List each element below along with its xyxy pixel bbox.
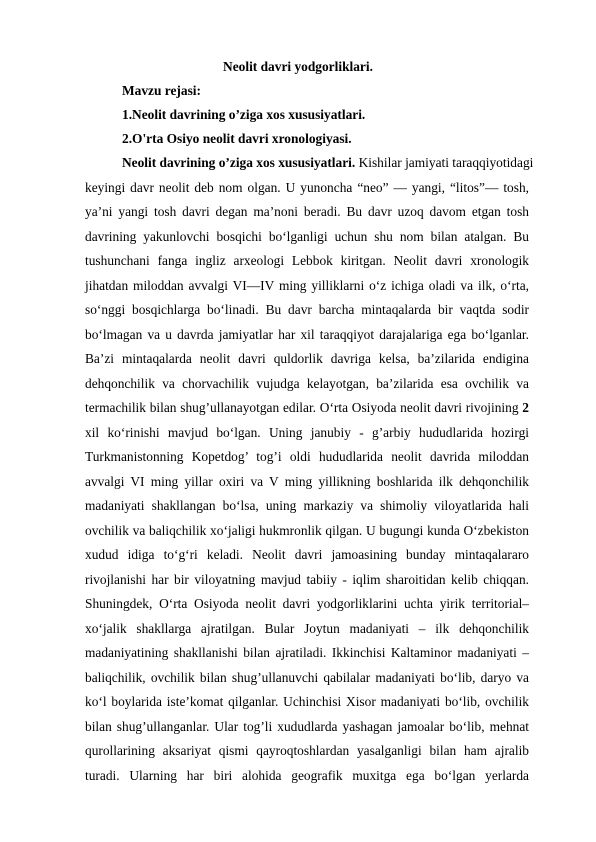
paragraph-line: xil ko‘rinishi mavjud bo‘lgan. Uning janubiy - g’arbiy hududlarida hozirgi <box>85 424 529 440</box>
paragraph-line: turadi. Ularning har biri alohida geografik muxitga ega bo‘lgan yerlarda <box>85 767 529 783</box>
paragraph-line: madaniyatining shakllanishi bilan ajratiladi. Ikkinchisi Kaltaminor madaniyati – <box>85 645 529 660</box>
paragraph-line <box>85 396 529 421</box>
paragraph-line: keyingi davr neolit deb nom olgan. U yunoncha “neo” — yangi, “litos”— tosh, <box>85 179 529 195</box>
paragraph-line: xo‘jalik shakllarga ajratilgan. Bular Joytun madaniyati – ilk dehqonchilik <box>85 620 529 636</box>
bold-number: 2 <box>522 400 529 415</box>
paragraph-line-text: termachilik bilan shug’ullanayotgan edilar. O‘rta Osiyoda neolit davri rivojining <box>85 400 519 415</box>
body-text <box>85 151 534 788</box>
paragraph-line: ya’ni yangi tosh davri degan ma’noni beradi. Bu davr uzoq davom etgan tosh <box>85 204 529 219</box>
paragraph-line: madaniyati shakllangan bo‘lsa, uning markaziy va shimoliy viloyatlarida hali <box>85 498 529 513</box>
paragraph-line: Shuningdek, O‘rta Osiyoda neolit davri yodgorliklarini uchta yirik territorial– <box>85 596 529 611</box>
paragraph-line: davrining yakunlovchi bosqichi bo‘lganligi uchun shu nom bilan atalgan. Bu <box>85 228 529 244</box>
plan-item-2: 2.O'rta Osiyo neolit davri xronologiyasi. <box>122 131 352 146</box>
paragraph-line: so‘nggi bosqichlarga bo‘linadi. Bu davr barcha mintaqalarda bir vaqtda sodir <box>85 302 529 317</box>
section-heading: Neolit davrining o’ziga xos xususiyatlari. <box>122 155 356 170</box>
paragraph-line: Turkmanistonning Kopetdog’ tog’i oldi hududlarida neolit davrida miloddan <box>85 449 529 464</box>
paragraph-line <box>85 151 534 176</box>
paragraph-line: ko‘l boylarida iste’komat qilganlar. Uchinchisi Xisor madaniyati bo‘lib, ovchilik <box>85 694 529 709</box>
paragraph-line: ovchilik va baliqchilik xo‘jaligi hukmronlik qilgan. U bugungi kunda O‘zbekiston <box>85 522 529 538</box>
paragraph-line: tushunchani fanga ingliz arxeologi Lebbok kiritgan. Neolit davri xronologik <box>85 253 529 268</box>
paragraph-line: dehqonchilik va chorvachilik vujudga kelayotgan, ba’zilarida esa ovchilik va <box>85 375 529 391</box>
paragraph-line: baliqchilik, ovchilik bilan shug’ullanuvchi qabilalar madaniyati bo‘lib, daryo va <box>85 669 529 685</box>
paragraph-line: xudud idiga to‘g‘ri keladi. Neolit davri jamoasining bunday mintaqalararo <box>85 547 529 562</box>
paragraph-line: qurollarining aksariyat qismi qayroqtoshlardan yasalganligi bilan ham ajralib <box>85 743 529 758</box>
paragraph-line: bilan shug’ullanganlar. Ular tog’li xududlarda yashagan jamoalar bo‘lib, mehnat <box>85 718 529 734</box>
paragraph-line: jihatdan miloddan avvalgi VI—IV ming yilliklarni o‘z ichiga oladi va ilk, o‘rta, <box>85 277 529 293</box>
plan-heading: Mavzu rejasi: <box>122 83 201 98</box>
paragraph-line-text: Kishilar jamiyati taraqqiyotidagi <box>355 155 534 170</box>
paragraph-line: bo‘lmagan va u davrda jamiyatlar har xil taraqqiyot darajalariga ega bo‘lganlar. <box>85 326 529 342</box>
paragraph-line: Ba’zi mintaqalarda neolit davri quldorlik davriga kelsa, ba’zilarida endigina <box>85 351 529 366</box>
plan-item-1: 1.Neolit davrining o’ziga xos xususiyatlari. <box>122 107 366 122</box>
paragraph-line: rivojlanishi har bir viloyatning mavjud tabiiy - iqlim sharoitidan kelib chiqqan. <box>85 571 529 587</box>
page-title: Neolit davri yodgorliklari. <box>223 59 373 74</box>
paragraph-line: avvalgi VI ming yillar oxiri va V ming yillikning boshlarida ilk dehqonchilik <box>85 473 529 489</box>
